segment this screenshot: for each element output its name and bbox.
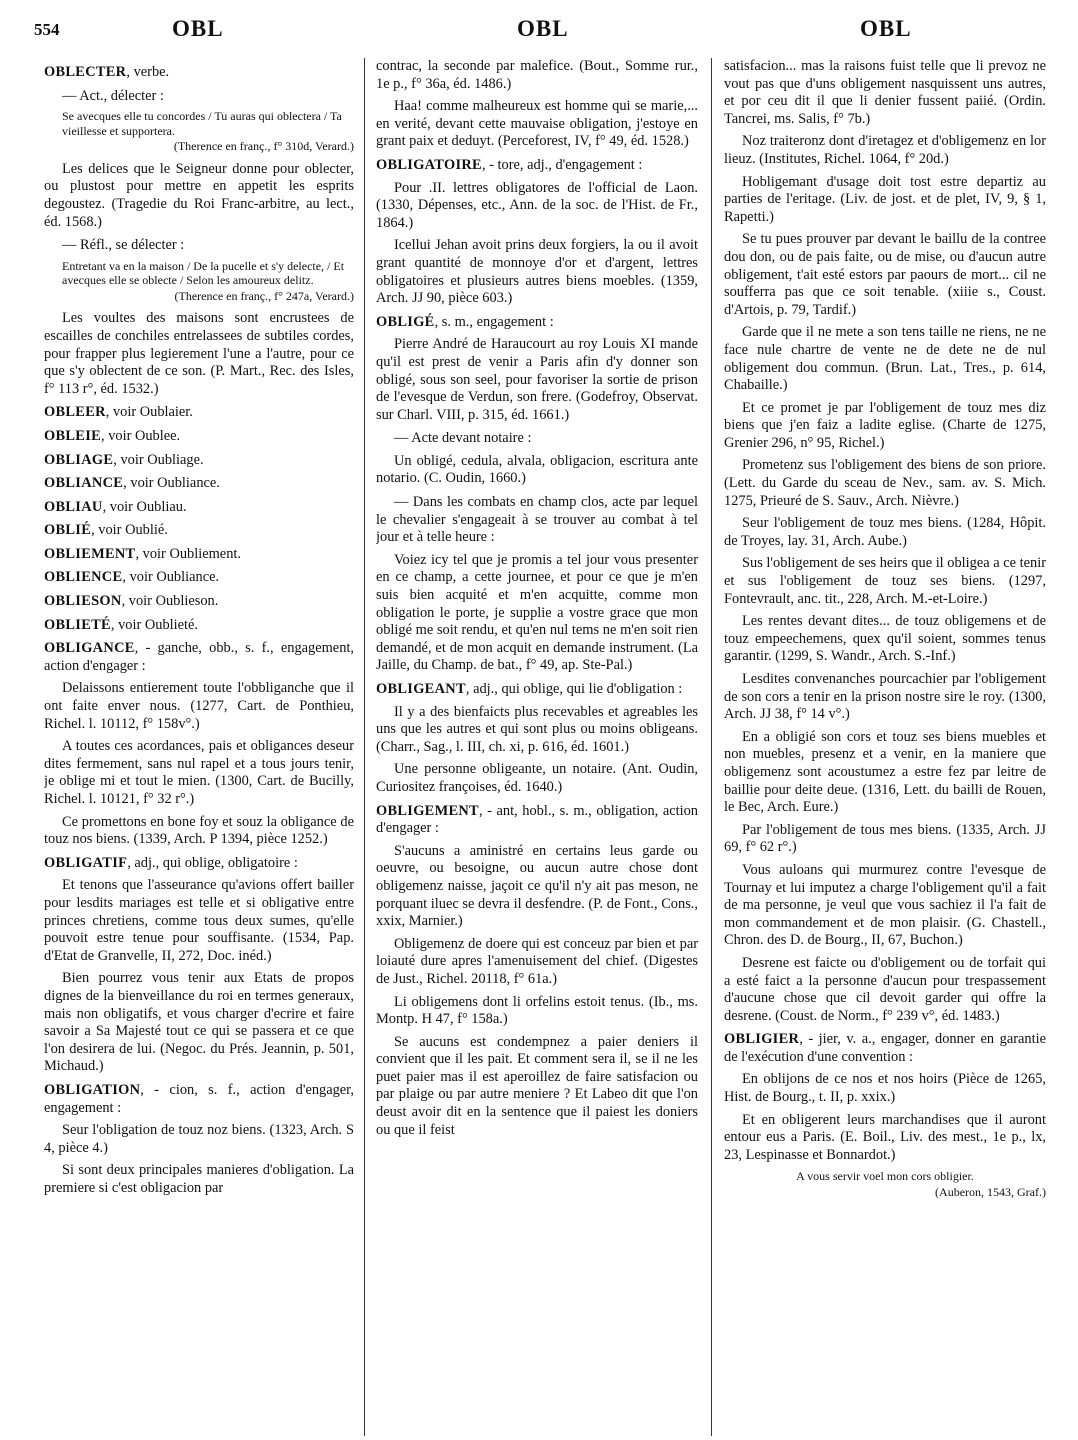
headword: OBLIAU [44, 498, 103, 515]
citation-paragraph: Et en obligerent leurs marchandises que il auront entour eus a Paris. (E. Boil., Liv. des mest., 1e p., lx, 23, Lespinasse et Bonnardot.) [724, 1111, 1046, 1163]
sense-heading: — Act., délecter : [62, 87, 164, 104]
page-header [0, 14, 1078, 50]
column-divider [364, 58, 365, 1436]
headword: OBLIÉ [44, 522, 92, 539]
dictionary-entry: OBLIGEANT, adj., qui oblige, qui lie d'obligation : [376, 681, 683, 697]
citation-paragraph: A toutes ces acordances, pais et obligances deseur dites fermement, sans nul rapel et a tous jours tenir, je oblige mi et tout le mien. (1300, Cart. de Bucilly, Richel. l. 10121, f° 32 r°.) [44, 738, 354, 807]
citation-paragraph: contrac, la seconde par malefice. (Bout., Somme rur., 1e p., f° 36a, éd. 1486.) [376, 58, 698, 92]
dictionary-entry: OBLIEMENT, voir Oubliement. [44, 545, 241, 562]
citation-paragraph: En oblijons de ce nos et nos hoirs (Pièce de 1265, Hist. de Bourg., t. II, p. xxix.) [724, 1071, 1046, 1106]
citation-paragraph: En a obligié son cors et touz ses biens muebles et non muebles, presenz et a venir, en la maniere que obligemenz sont acoustumez a estre fez par leitre de baillie pour deite deue. (1316, Lett. du bailli de Rouen, le Bec, Arch. Eure.) [724, 728, 1046, 816]
citation-paragraph: Se tu pues prouver par devant le baillu de la contree dou don, ou de pais faite, ou de mise, ou d'aucun autre obligement, t'ait esté estors par paours de mort... cil ne soufferra pas que ce soit tenable. (xiiie s., Coust. d'Artois, p. 79, Tardif.) [724, 231, 1046, 318]
verse-quotation: Entretant va en la maison / De la pucelle et s'y delecte, / Et avecques elle se oblecte / Selon les amoureux delitz. [62, 258, 345, 288]
dictionary-entry: OBLIANCE, voir Oubliance. [44, 475, 220, 492]
headword: OBLIETÉ [44, 616, 111, 633]
citation-paragraph: satisfacion... mas la raisons fuist telle que li prevoz ne vout pas que d'uns obligement nasquissent uns autres, et por ceu dit il que li denier fussent paiié. (Ordin. Tancrei, ms. Salis, f° 7b.) [724, 58, 1046, 127]
quotation-source: (Auberon, 1543, Graf.) [935, 1184, 1046, 1199]
citation-paragraph: Ce promettons en bone foy et souz la obligance de touz nos biens. (1339, Arch. P 1394, pièce 1252.) [44, 813, 354, 848]
dictionary-entry: OBLIGEMENT, - ant, hobl., s. m., obligation, action d'engager : [376, 802, 698, 837]
citation-paragraph: Vous auloans qui murmurez contre l'evesque de Tournay et lui imputez a charge l'obligement qu'il a fait de ma personne, je veul que vous sachiez il l'a fait de mon commandement et de mon plaisir. (G. Chastell., Chron. des D. de Bourg., II, 67, Buchon.) [724, 861, 1046, 949]
dictionary-entry: OBLIGATION, - cion, s. f., action d'engager, engagement : [44, 1081, 354, 1116]
headword: OBLIGANCE [44, 640, 135, 657]
citation-paragraph: Se aucuns est condempnez a paier deniers il convient que il les pait. Et comment sera il, se il ne les puet paier mas il est aperoillez de faire satisfacion ou par plaige ou par autre meniere ? Et Labeo dit que l'on deust avoir dit en la sentence que il paiest les doniers ou que il feist [376, 1033, 698, 1138]
citation-paragraph: Un obligé, cedula, alvala, obligacion, escritura ante notario. (C. Oudin, 1660.) [376, 452, 698, 487]
dictionary-entry: OBLEIE, voir Oublee. [44, 427, 181, 444]
headword: OBLIAGE [44, 451, 114, 468]
sense-heading: — Réfl., se délecter : [62, 237, 185, 254]
citation-paragraph: Pour .II. lettres obligatores de l'official de Laon. (1330, Dépenses, etc., Ann. de la soc. de l'Hist. de Fr., 1864.) [376, 179, 698, 231]
headword: OBLIGATIF [44, 854, 128, 871]
citation-paragraph: Les rentes devant dites... de touz obligemens et de touz empeechemens, quex qu'il soient, sommes tenus garantir. (1299, S. Wandr., Arch. S.-Inf.) [724, 613, 1046, 665]
dictionary-entry: OBLIÉ, voir Oublié. [44, 522, 168, 539]
citation-paragraph: Icellui Jehan avoit prins deux forgiers, la ou il avoit grant quantité de monnoye d'or et d'argent, lettres obligatoires et plusieurs autres biens moebles. (1359, Arch. JJ 90, pièce 603.) [376, 237, 698, 307]
citation-paragraph: Noz traiteronz dont d'iretagez et d'obligemenz en lor lieuz. (Institutes, Richel. 1064, f° 20d.) [724, 133, 1046, 167]
citation-paragraph: Sus l'obligement de ses heirs que il obligea a ce tenir et sus l'obligement de touz ses biens. (1297, Fontevrault, anc. tit., 228, Arch. M.-et-Loire.) [724, 555, 1046, 607]
headword: OBLIGEMENT [376, 802, 479, 819]
dictionary-entry: OBLECTER, verbe. [44, 64, 170, 80]
citation-paragraph: Delaissons entierement toute l'obbliganche que il ont faite enver nous. (1277, Cart. de Ponthieu, Richel. l. 10112, f° 158v°.) [44, 680, 354, 732]
dictionary-entry: OBLIGANCE, - ganche, obb., s. f., engagement, action d'engager : [44, 640, 354, 674]
citation-paragraph: Voiez icy tel que je promis a tel jour vous presenter en ce champ, a cette journee, et pour ce que je m'en suis bien acquité et m'en acquitte, comme mon obligation le porte, je supplie a vostre grace que mon obligé me soit rendu, et qu'en nul tems ne m'en soit rien demandé, et de mon acquit en demande instrument. (La Jaille, du Champ. de bat., f° 49, ap. Ste-Pal.) [376, 551, 698, 674]
citation-paragraph: Li obligemens dont li orfelins estoit tenus. (Ib., ms. Montp. H 47, f° 158a.) [376, 993, 698, 1028]
citation-paragraph: Pierre André de Haraucourt au roy Louis XI mande qu'il est prest de venir a Paris afin d'y donner son obligé, sous son seel, pour favoriser la sortie de prison de l'evesque de Verdun, son frere. (Godefroy, Observat. sur Charl. VIII, p. 315, éd. 1661.) [376, 336, 698, 423]
headword: OBLIGIER [724, 1031, 800, 1048]
citation-paragraph: S'aucuns a aministré en certains leus garde ou oeuvre, ou besoigne, ou aucun autre chose dont obligemenz naisse, jaçoit ce qu'il n'y ait pas meson, ne porquant iluec se devra il desfendre. (P. de Font., Cons., xxix, Marnier.) [376, 842, 698, 930]
dictionary-entry: OBLIGÉ, s. m., engagement : [376, 313, 554, 330]
citation-paragraph: Desrene est faicte ou d'obligement ou de torfait qui a esté faict a la personne d'aucun pour trespassement d'aucune chose que cil devoit garder qui offre la desrene. (Coust. de Norm., f° 239 v°, éd. 1483.) [724, 954, 1046, 1024]
dictionary-entry: OBLIAU, voir Oubliau. [44, 498, 187, 515]
headword: OBLEER [44, 404, 106, 421]
running-head-right: OBL [860, 16, 912, 41]
quotation-source: (Therence en franç., f° 247a, Verard.) [174, 288, 354, 303]
headword: OBLIGATOIRE [376, 156, 482, 173]
dictionary-entry: OBLIENCE, voir Oubliance. [44, 569, 220, 586]
citation-paragraph: Seur l'obligation de touz noz biens. (1323, Arch. S 4, pièce 4.) [44, 1122, 354, 1156]
running-head-center: OBL [517, 16, 569, 41]
headword: OBLIENCE [44, 569, 123, 586]
dictionary-entry: OBLIAGE, voir Oubliage. [44, 451, 204, 468]
citation-paragraph: Obligemenz de doere qui est conceuz par bien et par loiauté dure apres l'amenuisement del chief. (Digestes de Just., Richel. 20118, f° 61a.) [376, 935, 698, 987]
dictionary-entry: OBLIETÉ, voir Oublieté. [44, 616, 199, 633]
citation-paragraph: Par l'obligement de tous mes biens. (1335, Arch. JJ 69, f° 62 r°.) [724, 821, 1046, 856]
dictionary-entry: OBLIGATOIRE, - tore, adj., d'engagement : [376, 156, 643, 173]
dictionary-entry: OBLIGATIF, adj., qui oblige, obligatoire : [44, 854, 298, 871]
citation-paragraph: Hobligemant d'usage doit tost estre departiz au parties de l'eritage. (Liv. de jost. et de plet, IV, 9, § 1, Rapetti.) [724, 173, 1046, 225]
citation-paragraph: Les voultes des maisons sont encrustees de escailles de conchiles entrelassees de subtiles cordes, pour frapper plus legierement l'une a l'autre, pour ce que s'y oblectent de ce son. (P. Mart., Rec. des Isles, f° 113 r°, éd. 1532.) [44, 310, 354, 397]
headword: OBLEIE [44, 427, 101, 444]
citation-paragraph: Et ce promet je par l'obligement de touz mes diz biens que j'en faiz a ladite eglise. (Charte de 1275, Grenier 296, n° 95, Richel.) [724, 399, 1046, 451]
running-head-left: OBL [172, 16, 224, 41]
headword: OBLIEMENT [44, 545, 136, 562]
citation-paragraph: Les delices que le Seigneur donne pour oblecter, ou plustost pour mettre en appetit les esprits degoustez. (Tragedie du Roi Franc-arbitre, au lect., éd. 1568.) [44, 160, 354, 230]
headword: OBLIANCE [44, 475, 124, 492]
citation-paragraph: Prometenz sus l'obligement des biens de son priore. (Lett. du Garde du sceau de Nev., sam. av. S. Mich. 1275, Prieuré de S. Sauv., Arch. Nièvre.) [724, 457, 1046, 509]
headword: OBLIGÉ [376, 313, 435, 330]
column-middle [376, 58, 698, 1438]
citation-paragraph: Et tenons que l'asseurance qu'avions offert bailler pour lesdits mariages est telle et si obligative entre princes chretiens, comme tous deux sumes, qu'elle pouvoit estre tenue pour souffisante. (1534, Pap. d'Etat de Granvelle, II, 272, Doc. inéd.) [44, 877, 354, 964]
citation-paragraph: Lesdites convenanches pourcachier par l'obligement de son cors a tenir en la prison nostre sire le roy. (1300, Arch. JJ 38, f° 14 v°.) [724, 671, 1046, 723]
headword: OBLIGEANT [376, 681, 466, 697]
citation-paragraph: Garde que il ne mete a son tens taille ne riens, ne ne face nule chartre de vente ne de dete ne de nul obligement dou commun. (Brun. Lat., Tres., p. 614, Chabaille.) [724, 324, 1046, 394]
verse-quotation: A vous servir voel mon cors obligier. [796, 1169, 974, 1184]
dictionary-entry: OBLEER, voir Oublaier. [44, 404, 193, 421]
citation-paragraph: Haa! comme malheureux est homme qui se marie,... en verité, devant cette mauvaise obligation, j'estoye en grant paix et deduyt. (Perceforest, IV, f° 49, éd. 1528.) [376, 98, 698, 150]
headword: OBLECTER [44, 64, 127, 80]
citation-paragraph: Bien pourrez vous tenir aux Etats de propos dignes de la bienveillance du roi en termes generaux, mais non obligatifs, et vous charger d'ecrire et faire savoir a Sa Majesté tout ce qui se passera et ce que l'on desirera de lui. (Negoc. du Prés. Jeannin, p. 501, Michaud.) [44, 970, 354, 1075]
column-left [44, 58, 354, 1438]
citation-paragraph: Une personne obligeante, un notaire. (Ant. Oudin, Curiositez françoises, éd. 1640.) [376, 761, 698, 795]
headword: OBLIESON [44, 593, 122, 610]
dictionary-entry: OBLIGIER, - jier, v. a., engager, donner en garantie de l'exécution d'une convention : [724, 1031, 1046, 1065]
quotation-source: (Therence en franç., f° 310d, Verard.) [173, 139, 354, 154]
sense-heading: — Dans les combats en champ clos, acte par lequel le chevalier s'engageait à se trouver au combat à tel jour et à telle heure : [376, 494, 698, 546]
sense-heading: — Acte devant notaire : [394, 430, 532, 447]
column-divider [711, 58, 712, 1436]
dictionary-entry: OBLIESON, voir Oublieson. [44, 593, 219, 610]
page-number: 554 [34, 20, 60, 39]
verse-quotation: Se avecques elle tu concordes / Tu auras qui oblectera / Ta vieillesse et supportera. [62, 109, 342, 138]
headword: OBLIGATION [44, 1081, 141, 1098]
citation-paragraph: Il y a des bienfaicts plus recevables et agreables les uns que les autres et qui sont plus ou moins obligeans. (Charr., Sag., l. III, ch. xi, p. 616, éd. 1601.) [376, 703, 698, 755]
citation-paragraph: Seur l'obligement de touz mes biens. (1284, Hôpit. de Troyes, lay. 31, Arch. Aube.) [724, 515, 1046, 549]
column-right [724, 58, 1046, 1438]
citation-paragraph: Si sont deux principales manieres d'obligation. La premiere si c'est obligacion par [44, 1162, 354, 1196]
